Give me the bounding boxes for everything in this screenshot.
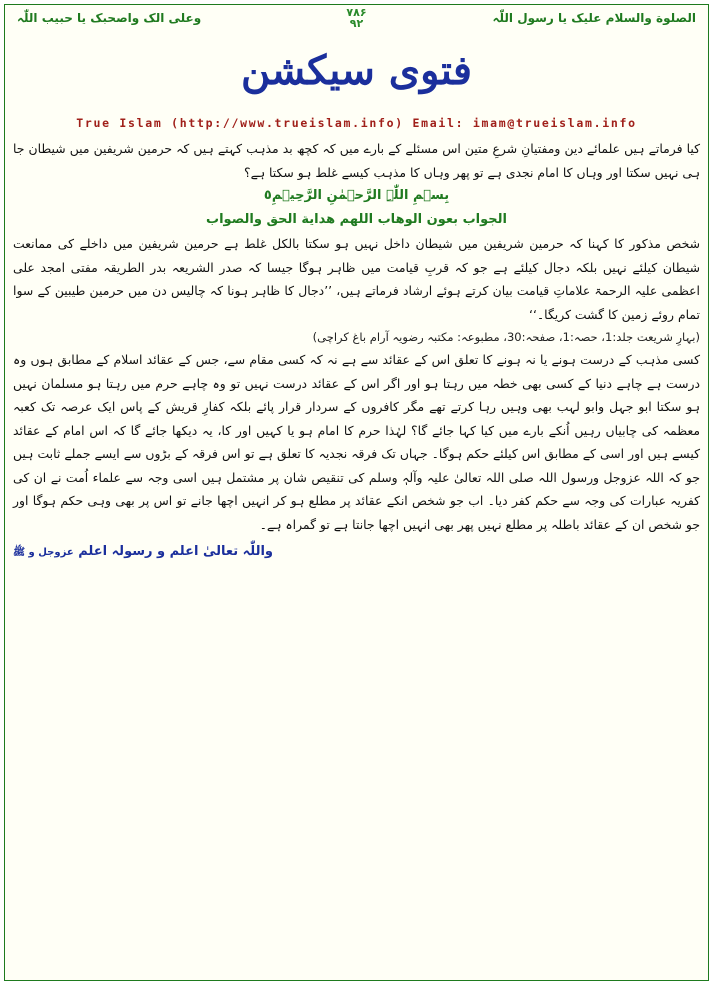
contact-line: True Islam (http://www.trueislam.info) Email: imam@trueislam.info	[76, 116, 637, 130]
header-salutation-right: الصلوة والسلام علیک یا رسول اللّٰہ	[492, 11, 696, 25]
question-text: کیا فرماتے ہیں علمائے دین ومفتیانِ شرعِ متین اس مسئلے کے بارے میں کہ کچھ بد مذہب کہتے ہیں کہ حرمین شریفین میں شیطان جا ہی نہیں سکتا اور وہاں کا امام نجدی ہے تو پھر وہاں کا مذہب کیسے غلط ہو سکتا ہے؟	[13, 141, 700, 180]
fatwa-body	[13, 137, 700, 565]
book-reference: (بہارِ شریعت جلد:1، حصہ:1، صفحہ:30، مطبوعہ: مکتبہ رضویہ آرام باغ کراچی)	[312, 330, 700, 344]
fatwa-page	[4, 4, 709, 981]
answer-heading: الجواب بعون الوهاب اللهم هداية الحق والصواب	[206, 212, 507, 227]
page-title: فتوی سیکشن	[241, 47, 472, 94]
closing-honorific: عزوجل و ﷺ	[13, 547, 74, 558]
closing-line	[13, 540, 700, 565]
header-number-sub: ۹۲	[349, 17, 364, 30]
answer-paragraph-2: کسی مذہب کے درست ہونے یا نہ ہونے کا تعلق اس کے عقائد سے ہے نہ کہ کسی مقام سے، جس کے عقائد اسلام کے مطابق ہوں وہ درست ہے چاہے دنیا کے کسی بھی خطہ میں رہتا ہو اور اگر اس کے عقائد درست نہیں تو وہ چاہے حرم میں رہتا ہو مسلمان نہیں ہو سکتا ابو جہل وابو لہب بھی وہیں رہا کرتے تھے مگر کافروں کے سردار قرار پائے بلکہ کفارِ قریش کے پاس ایک عرصہ تک کعبہ معظمہ کی چابیاں رہیں اُنکے بارے میں کیا کہا جائے گا؟ لہٰذا حرم کا امام ہو یا کہیں اور کا، یہ دیکھا جائے گا کہ اس امام کے عقائد کیسے ہیں اور اسی کے مطابق اس کیلئے حکم ہوگا۔ جہاں تک فرقہ نجدیہ کا تعلق ہے تو اس فرقہ کے بڑوں سے ایسے جملے ثابت ہیں جو کہ اللہ عزوجل ورسول اللہ صلی اللہ تعالیٰ علیہ وآلہٖ وسلم کی تنقیص شان پر مشتمل ہیں اسی وجہ سے علماء اُمت نے ان کی کفریہ عبارات کی وجہ سے حکم کفر دیا۔ اب جو شخص انکے عقائد پر مطلع ہو کر انہیں اچھا جانے تو اس پر بھی وہی حکم ہوگا اور جو شخص ان کے عقائد باطلہ پر مطلع نہیں پھر بھی انہیں اچھا جانتا ہے تو گمراہ ہے۔	[13, 352, 700, 532]
bismillah: بِسۡمِ اللّٰہِ الرَّحۡمٰنِ الرَّحِیۡمِ٥	[263, 188, 450, 203]
header-salutation-left: وعلی الک واصحبک یا حبیب اللّٰہ	[17, 11, 202, 25]
answer-paragraph-1: شخص مذکور کا کہنا کہ حرمین شریفین میں شیطان داخل نہیں ہو سکتا بالکل غلط ہے حرمین شریفین میں داخلے کی ممانعت شیطان کیلئے نہیں بلکہ دجال کیلئے ہے جو کہ قربِ قیامت میں ظاہر ہوگا جیسا کہ صدر الشریعہ بدر الطریقہ مفتی امجد علی اعظمی علیہ الرحمۃ علاماتِ قیامت بیان کرتے ہوئے ارشاد فرماتے ہیں، ’’دجال کا ظاہر ہونا کہ چالیس دن میں حرمین طیبین کے سوا تمام روئے زمین کا گشت کریگا۔‘‘	[13, 236, 700, 322]
header-number	[346, 7, 366, 29]
closing-text: واللّٰہ تعالیٰ اعلم و رسولہ اعلم	[78, 544, 273, 559]
header-number-code: ۷۸۶	[346, 6, 367, 19]
